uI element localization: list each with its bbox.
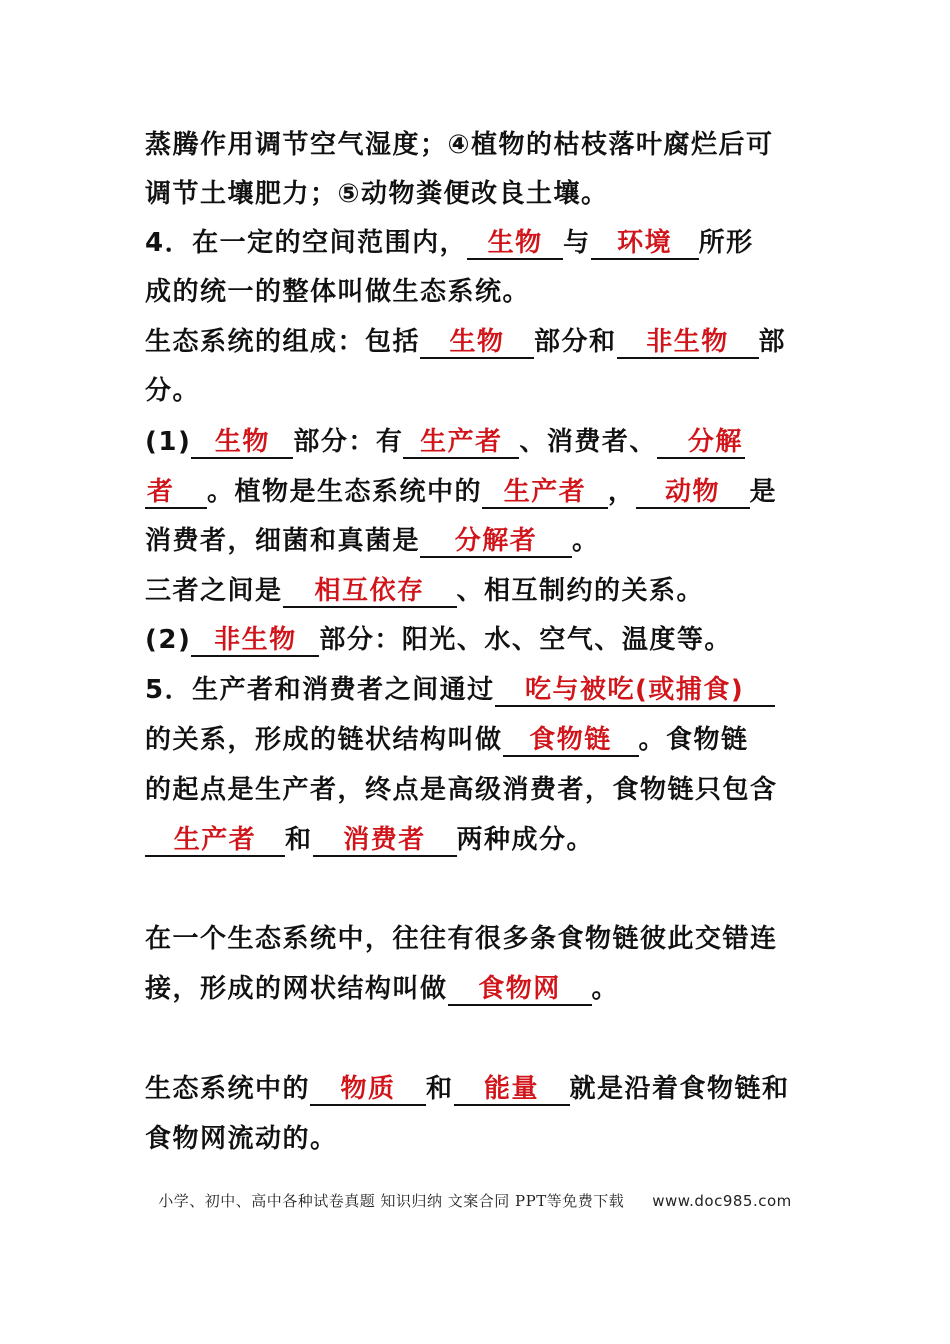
answer-text: 非生物	[646, 327, 729, 357]
text-line	[145, 226, 810, 260]
question-text: 消费者，细菌和真菌是	[145, 526, 421, 556]
answer-text: 能量	[484, 1074, 540, 1104]
answer-blank	[495, 675, 775, 707]
answer-blank	[617, 327, 759, 359]
question-text: (2)	[145, 625, 192, 655]
question-text: 4．在一定的空间范围内，	[145, 228, 468, 258]
text-line	[145, 673, 810, 707]
text-line	[145, 574, 810, 608]
answer-blank	[310, 1074, 426, 1106]
question-text: ，	[608, 477, 636, 507]
question-text: 部分：有	[293, 427, 404, 457]
text-line	[145, 325, 810, 359]
answer-text: 生产者	[173, 825, 257, 855]
answer-blank	[636, 477, 750, 509]
question-text: 。食物链	[638, 725, 749, 755]
answer-text: 相互依存	[314, 576, 425, 606]
answer-text: 分解	[687, 427, 743, 457]
answer-text: 分解者	[454, 526, 538, 556]
answer-blank	[482, 477, 608, 509]
text-line: 食物网流动的。	[145, 1124, 338, 1154]
question-text: 部分和	[534, 327, 617, 357]
question-text: 的关系，形成的链状结构叫做	[145, 725, 503, 755]
answer-text: 消费者	[343, 825, 426, 855]
page-footer	[0, 1190, 950, 1211]
question-text: 、相互制约的关系。	[456, 576, 705, 606]
question-text: 是	[749, 477, 778, 507]
answer-blank	[145, 477, 207, 509]
text-line: 调节土壤肥力；⑤动物粪便改良土壤。	[145, 179, 609, 209]
question-text: 。	[591, 974, 620, 1004]
question-text: 所形	[698, 228, 754, 258]
answer-blank	[657, 427, 745, 459]
text-line	[145, 425, 810, 459]
text-line	[145, 623, 810, 657]
text-line: 的起点是生产者，终点是高级消费者，食物链只包含	[145, 775, 778, 805]
answer-text: 生物	[449, 327, 505, 357]
answer-blank	[448, 974, 592, 1006]
text-line	[145, 972, 810, 1006]
question-text: 生态系统中的	[145, 1074, 311, 1104]
answer-blank	[403, 427, 519, 459]
answer-text: 环境	[617, 228, 673, 258]
text-line	[145, 524, 810, 558]
answer-text: 者	[147, 477, 175, 507]
text-line	[145, 723, 810, 757]
answer-blank	[454, 1074, 570, 1106]
question-text: 、消费者、	[519, 427, 657, 457]
answer-blank	[145, 825, 285, 857]
question-text: 三者之间是	[145, 576, 283, 606]
text-line	[145, 1072, 810, 1106]
question-text: (1)	[145, 427, 192, 457]
question-text: 。	[572, 526, 600, 556]
answer-blank	[467, 228, 563, 260]
answer-blank	[283, 576, 457, 608]
text-line	[145, 475, 810, 509]
text-line: 成的统一的整体叫做生态系统。	[145, 277, 531, 307]
answer-text: 动物	[665, 477, 721, 507]
answer-blank	[191, 625, 319, 657]
answer-blank	[420, 327, 534, 359]
answer-blank	[503, 725, 639, 757]
question-text: 部	[758, 327, 787, 357]
answer-text: 非生物	[214, 625, 297, 655]
question-text: 就是沿着食物链和	[569, 1074, 790, 1104]
question-text: 。植物是生态系统中的	[207, 477, 483, 507]
answer-text: 生物	[214, 427, 270, 457]
answer-text: 物质	[340, 1074, 396, 1104]
answer-text: 生产者	[503, 477, 587, 507]
text-line: 分。	[145, 376, 201, 406]
answer-blank	[591, 228, 699, 260]
answer-text: 生物	[487, 228, 543, 258]
answer-text: 食物链	[529, 725, 612, 755]
text-line	[145, 823, 810, 857]
answer-blank	[313, 825, 457, 857]
question-text: 5．生产者和消费者之间通过	[145, 675, 495, 705]
question-text: 与	[563, 228, 591, 258]
answer-text: 吃与被吃(或捕食)	[524, 675, 745, 705]
text-line: 蒸腾作用调节空气湿度；④植物的枯枝落叶腐烂后可	[145, 130, 774, 160]
answer-text: 食物网	[478, 974, 561, 1004]
answer-blank	[191, 427, 293, 459]
question-text: 接，形成的网状结构叫做	[145, 974, 448, 1004]
answer-text: 生产者	[420, 427, 503, 457]
question-text: 两种成分。	[456, 825, 595, 855]
text-line: 在一个生态系统中，往往有很多条食物链彼此交错连	[145, 924, 778, 954]
question-text: 和	[285, 825, 313, 855]
question-text: 和	[426, 1074, 454, 1104]
question-text: 生态系统的组成：包括	[145, 327, 421, 357]
answer-blank	[420, 526, 572, 558]
footer-url[interactable]: www.doc985.com	[652, 1192, 792, 1210]
footer-text: 小学、初中、高中各种试卷真题 知识归纳 文案合同 PPT等免费下载	[158, 1192, 625, 1210]
question-text: 部分：阳光、水、空气、温度等。	[319, 625, 732, 655]
